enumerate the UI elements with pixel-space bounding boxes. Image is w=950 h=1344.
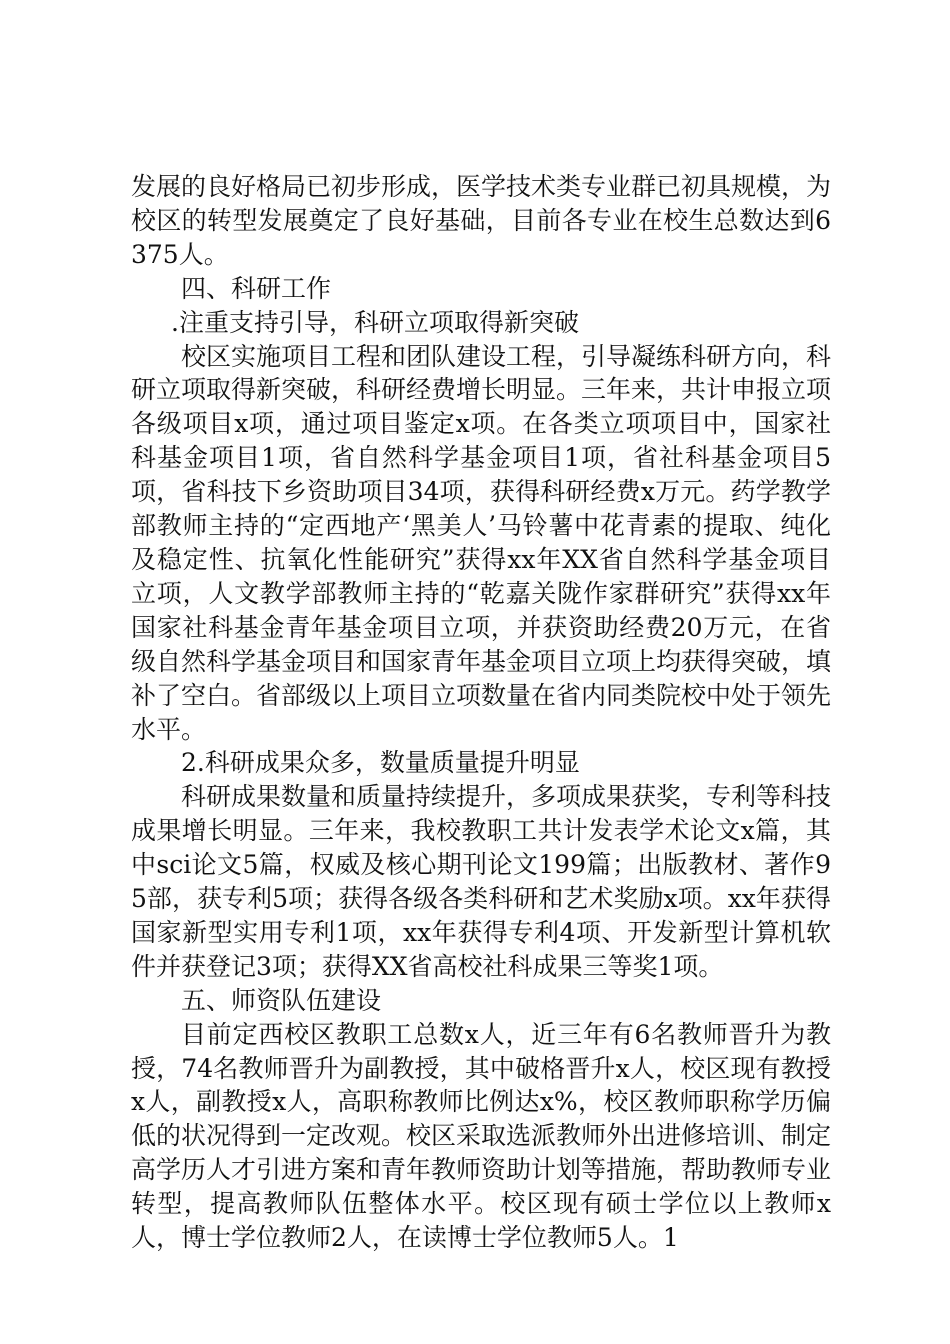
- paragraph-research-results: 科研成果数量和质量持续提升，多项成果获奖，专利等科技成果增长明显。三年来，我校教职工共计发表学术论文x篇，其中sci论文5篇，权威及核心期刊论文199篇；出版教材、著作95部，获专利5项；获得各级各类科研和艺术奖励x项。xx年获得国家新型实用专利1项，xx年获得专利4项、开发新型计算机软件并获登记3项；获得XX省高校社科成果三等奖1项。: [131, 782, 832, 981]
- paragraph-enrollment: 发展的良好格局已初步形成，医学技术类专业群已初具规模，为校区的转型发展奠定了良好基础，目前各专业在校生总数达到6375人。: [131, 172, 832, 269]
- paragraph-research-projects: 校区实施项目工程和团队建设工程，引导凝练科研方向，科研立项取得新突破，科研经费增长明显。三年来，共计申报立项各级项目x项，通过项目鉴定x项。在各类立项项目中，国家社科基金项目1项，省自然科学基金项目1项，省社科基金项目5项，省科技下乡资助项目34项，获得科研经费x万元。药学教学部教师主持的“定西地产‘黑美人’马铃薯中花青素的提取、纯化及稳定性、抗氧化性能研究”获得xx年XX省自然科学基金项目立项，人文教学部教师主持的“乾嘉关陇作家群研究”获得xx年国家社科基金青年基金项目立项，并获资助经费20万元，在省级自然科学基金项目和国家青年基金项目立项上均获得突破，填补了空白。省部级以上项目立项数量在省内同类院校中处于领先水平。: [131, 341, 832, 744]
- paragraph-faculty: 目前定西校区教职工总数x人，近三年有6名教师晋升为教授，74名教师晋升为副教授，其中破格晋升x人，校区现有教授x人，副教授x人，高职称教师比例达x%，校区教师职称学历偏低的状况得到一定改观。校区采取选派教师外出进修培训、制定高学历人才引进方案和青年教师资助计划等措施，帮助教师专业转型，提高教师队伍整体水平。校区现有硕士学位以上教师x人，博士学位教师2人，在读博士学位教师5人。1: [131, 1019, 832, 1253]
- document-body: [131, 170, 831, 1255]
- section-heading-faculty: 五、师资队伍建设: [181, 985, 382, 1015]
- subheading-research-results: 2.科研成果众多，数量质量提升明显: [181, 748, 580, 778]
- section-heading-research: 四、科研工作: [181, 273, 332, 303]
- subheading-research-projects: .注重支持引导，科研立项取得新突破: [171, 307, 579, 337]
